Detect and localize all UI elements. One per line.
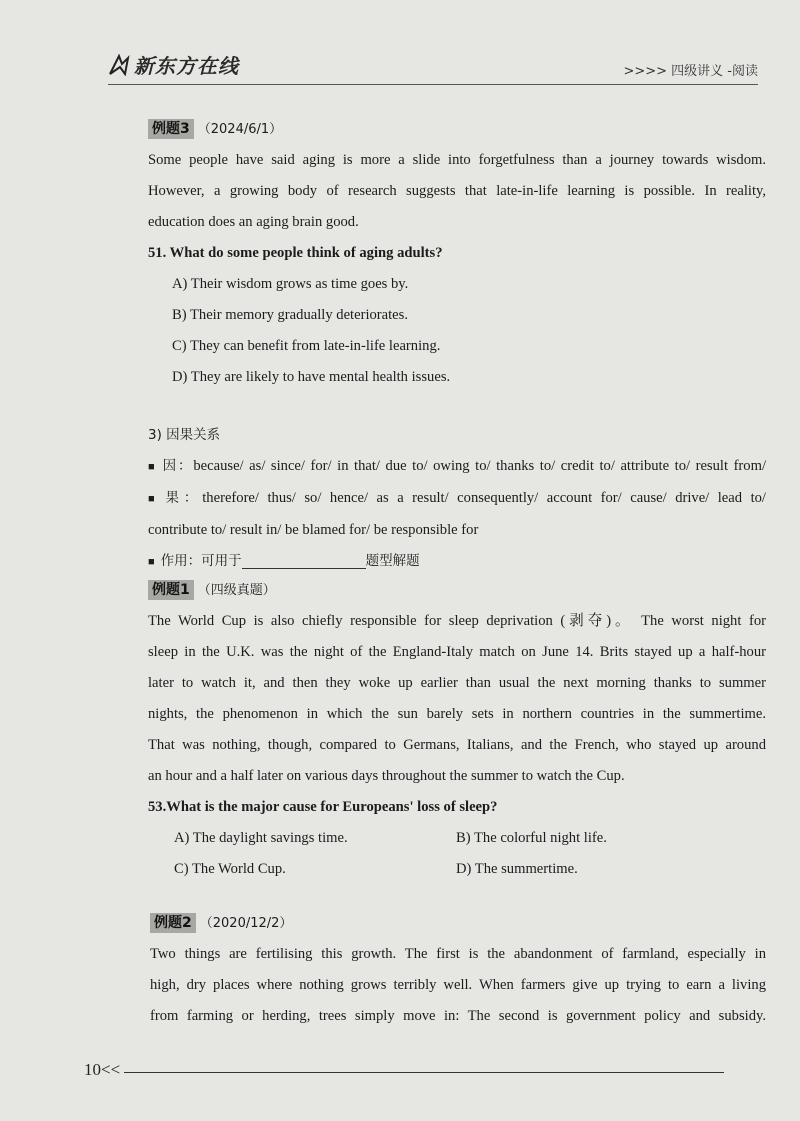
- options-row: [148, 854, 766, 885]
- cause-effect-section: [148, 420, 766, 578]
- option-a: A) The daylight savings time.: [174, 830, 348, 846]
- effect-line: [148, 483, 766, 515]
- cause-text: because/ as/ since/ for/ in that/ due to/ owing to/ thanks to/ credit to/ attribute to/ result from/: [193, 458, 766, 474]
- section-breadcrumb: >>>> 四级讲义 -阅读: [623, 64, 758, 79]
- option-b: B) Their memory gradually deteriorates.: [172, 307, 408, 323]
- option-d: D) The summertime.: [456, 861, 578, 877]
- example-heading: [150, 908, 766, 939]
- question-text: 53.What is the major cause for Europeans' loss of sleep?: [148, 799, 498, 815]
- logo-mark-icon: [108, 54, 130, 76]
- square-bullet-icon: ■: [148, 461, 157, 473]
- logo-text: 新东方在线: [134, 54, 239, 78]
- example-source: （四级真题）: [197, 583, 276, 598]
- passage-line: Two things are fertilising this growth. The first is the abandonment of farmland, especially in: [150, 946, 766, 962]
- option-c: C) The World Cup.: [174, 861, 286, 877]
- header-divider: [108, 84, 758, 85]
- option-b: B) The colorful night life.: [456, 830, 607, 846]
- use-label: 作用：可用于: [160, 553, 242, 569]
- use-suffix: 题型解题: [365, 553, 420, 569]
- example-tag: 例题2: [150, 913, 196, 933]
- option-d: D) They are likely to have mental health issues.: [172, 369, 451, 385]
- fill-blank: [242, 552, 366, 569]
- passage-line: However, a growing body of research suggests that late-in-life learning is possible. In reality,: [148, 183, 766, 199]
- brand-logo: [108, 50, 239, 79]
- passage-line: That was nothing, though, compared to Germans, Italians, and the French, who stayed up around: [148, 737, 766, 753]
- section-title: 3) 因果关系: [148, 427, 221, 443]
- example-tag: 例题3: [148, 119, 194, 139]
- example-block-2: [148, 575, 766, 885]
- question-text: 51. What do some people think of aging adults?: [148, 245, 443, 261]
- passage-line: nights, the phenomenon in which the sun barely sets in northern countries in the summertime.: [148, 706, 766, 722]
- page-number: 10<<: [84, 1060, 121, 1079]
- passage-line: from farming or herding, trees simply move in: The second is government policy and subsidy.: [150, 1008, 766, 1024]
- passage-line: sleep in the U.K. was the night of the England-Italy match on June 14. Brits stayed up a half-hour: [148, 644, 766, 660]
- effect-text: therefore/ thus/ so/ hence/ as a result/ consequently/ account for/ cause/ drive/ lead to/: [202, 490, 766, 506]
- option-c: C) They can benefit from late-in-life learning.: [172, 338, 441, 354]
- passage-line: education does an aging brain good.: [148, 214, 359, 230]
- passage-line: an hour and a half later on various days throughout the summer to watch the Cup.: [148, 768, 625, 784]
- passage-line: high, dry places where nothing grows terribly well. When farmers give up trying to earn a living: [150, 977, 766, 993]
- effect-line-continued: contribute to/ result in/ be blamed for/ be responsible for: [148, 522, 479, 538]
- example-block-1: [148, 114, 766, 393]
- passage-line: Some people have said aging is more a slide into forgetfulness than a journey towards wisdom.: [148, 152, 766, 168]
- example-source: （2024/6/1）: [197, 122, 283, 137]
- footer-divider: [124, 1072, 724, 1073]
- example-tag: 例题1: [148, 580, 194, 600]
- effect-label: 果：: [165, 490, 203, 506]
- passage-line: The World Cup is also chiefly responsible for sleep deprivation (剥夺)。 The worst night for: [148, 613, 766, 629]
- cause-label: 因：: [162, 458, 194, 474]
- page-header: [108, 44, 758, 84]
- passage-line: later to watch it, and then they woke up earlier than usual the next morning thanks to summer: [148, 675, 766, 691]
- option-a: A) Their wisdom grows as time goes by.: [172, 276, 409, 292]
- example-source: （2020/12/2）: [199, 916, 293, 931]
- square-bullet-icon: ■: [148, 493, 160, 505]
- cause-line: [148, 451, 766, 483]
- example-heading: [148, 575, 766, 606]
- use-line: [148, 546, 766, 578]
- square-bullet-icon: ■: [148, 556, 155, 568]
- options-row: [148, 823, 766, 854]
- example-block-3: [150, 908, 766, 1032]
- example-heading: [148, 114, 766, 145]
